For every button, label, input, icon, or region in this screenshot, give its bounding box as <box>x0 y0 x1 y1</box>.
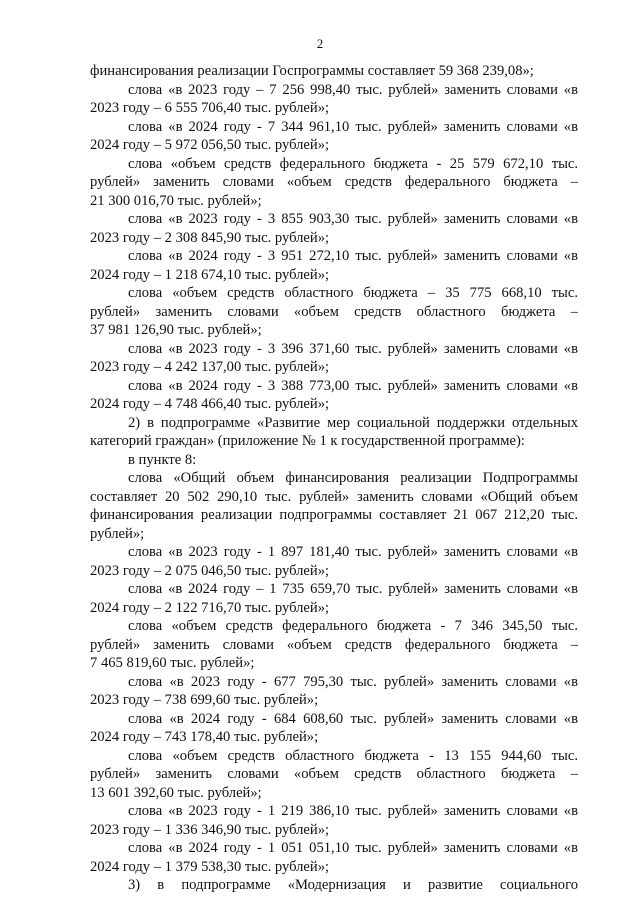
text-line: 2023 году – 1 336 346,90 тыс. рублей»; <box>90 821 330 838</box>
text-line: слова «объем средств федерального бюджета - 25 579 672,10 тыс. <box>128 155 578 172</box>
text-line: в пункте 8: <box>128 451 197 468</box>
text-line: составляет 20 502 290,10 тыс. рублей» заменить словами «Общий объем <box>90 488 578 505</box>
text-line: 2024 году – 4 748 466,40 тыс. рублей»; <box>90 396 330 412</box>
text-line: 2) в подпрограмме «Развитие мер социальной поддержки отдельных <box>128 414 578 431</box>
text-line: 2024 году – 5 972 056,50 тыс. рублей»; <box>90 137 330 153</box>
text-line: слова «в 2024 году - 3 951 272,10 тыс. рублей» заменить словами «в <box>128 248 578 264</box>
text-line: 13 601 392,60 тыс. рублей»; <box>90 784 262 801</box>
document-body <box>90 62 578 895</box>
text-line: слова «в 2023 году – 7 256 998,40 тыс. рублей» заменить словами «в <box>128 81 578 98</box>
text-line: финансирования реализации Госпрограммы составляет 59 368 239,08»; <box>90 63 534 79</box>
text-line: 7 465 819,60 тыс. рублей»; <box>90 655 255 671</box>
text-line: рублей» заменить словами «объем средств федерального бюджета – <box>90 636 578 653</box>
text-line: рублей» заменить словами «объем средств областного бюджета – <box>90 766 578 782</box>
text-line: 2024 году – 743 178,40 тыс. рублей»; <box>90 729 319 745</box>
text-line: 21 300 016,70 тыс. рублей»; <box>90 192 262 209</box>
text-line: слова «в 2023 году - 3 855 903,30 тыс. рублей» заменить словами «в <box>128 211 578 227</box>
text-line: слова «объем средств областного бюджета - 13 155 944,60 тыс. <box>128 747 578 764</box>
text-line: рублей» заменить словами «объем средств федерального бюджета – <box>90 174 578 190</box>
text-line: 3) в подпрограмме «Модернизация и развитие социального <box>128 877 578 893</box>
text-line: слова «Общий объем финансирования реализации Подпрограммы <box>128 470 578 486</box>
text-line: слова «в 2023 году - 677 795,30 тыс. рублей» заменить словами «в <box>128 673 578 690</box>
text-line: 2023 году – 2 075 046,50 тыс. рублей»; <box>90 562 330 579</box>
text-line: 2023 году – 4 242 137,00 тыс. рублей»; <box>90 359 330 375</box>
text-line: 2024 году – 1 379 538,30 тыс. рублей»; <box>90 858 330 875</box>
text-line: рублей» заменить словами «объем средств областного бюджета – <box>90 303 578 320</box>
text-line: слова «объем средств федерального бюджета - 7 346 345,50 тыс. <box>128 618 578 634</box>
text-line: слова «в 2023 году - 1 219 386,10 тыс. рублей» заменить словами «в <box>128 803 578 819</box>
text-line: слова «объем средств областного бюджета – 35 775 668,10 тыс. <box>128 285 578 301</box>
text-line: слова «в 2024 году - 3 388 773,00 тыс. рублей» заменить словами «в <box>128 377 578 394</box>
text-line: рублей»; <box>90 525 145 542</box>
text-line: 2024 году – 1 218 674,10 тыс. рублей»; <box>90 266 330 283</box>
text-line: слова «в 2023 году - 3 396 371,60 тыс. рублей» заменить словами «в <box>128 340 578 357</box>
text-line: слова «в 2024 году - 1 051 051,10 тыс. рублей» заменить словами «в <box>128 840 578 856</box>
text-line: 2023 году – 2 308 845,90 тыс. рублей»; <box>90 229 330 246</box>
text-line: 37 981 126,90 тыс. рублей»; <box>90 322 262 338</box>
text-line: слова «в 2024 году – 1 735 659,70 тыс. рублей» заменить словами «в <box>128 581 578 597</box>
text-line: 2024 году – 2 122 716,70 тыс. рублей»; <box>90 599 330 616</box>
text-line: слова «в 2024 году - 7 344 961,10 тыс. рублей» заменить словами «в <box>128 118 578 135</box>
text-line: 2023 году – 6 555 706,40 тыс. рублей»; <box>90 100 330 116</box>
text-line: 2023 году – 738 699,60 тыс. рублей»; <box>90 692 319 708</box>
text-line: слова «в 2024 году - 684 608,60 тыс. рублей» заменить словами «в <box>128 710 578 727</box>
text-line: категорий граждан» (приложение № 1 к государственной программе): <box>90 433 525 449</box>
page-number: 2 <box>316 36 324 51</box>
text-line: слова «в 2023 году - 1 897 181,40 тыс. рублей» заменить словами «в <box>128 544 578 560</box>
text-line: финансирования реализации подпрограммы составляет 21 067 212,20 тыс. <box>90 507 578 523</box>
